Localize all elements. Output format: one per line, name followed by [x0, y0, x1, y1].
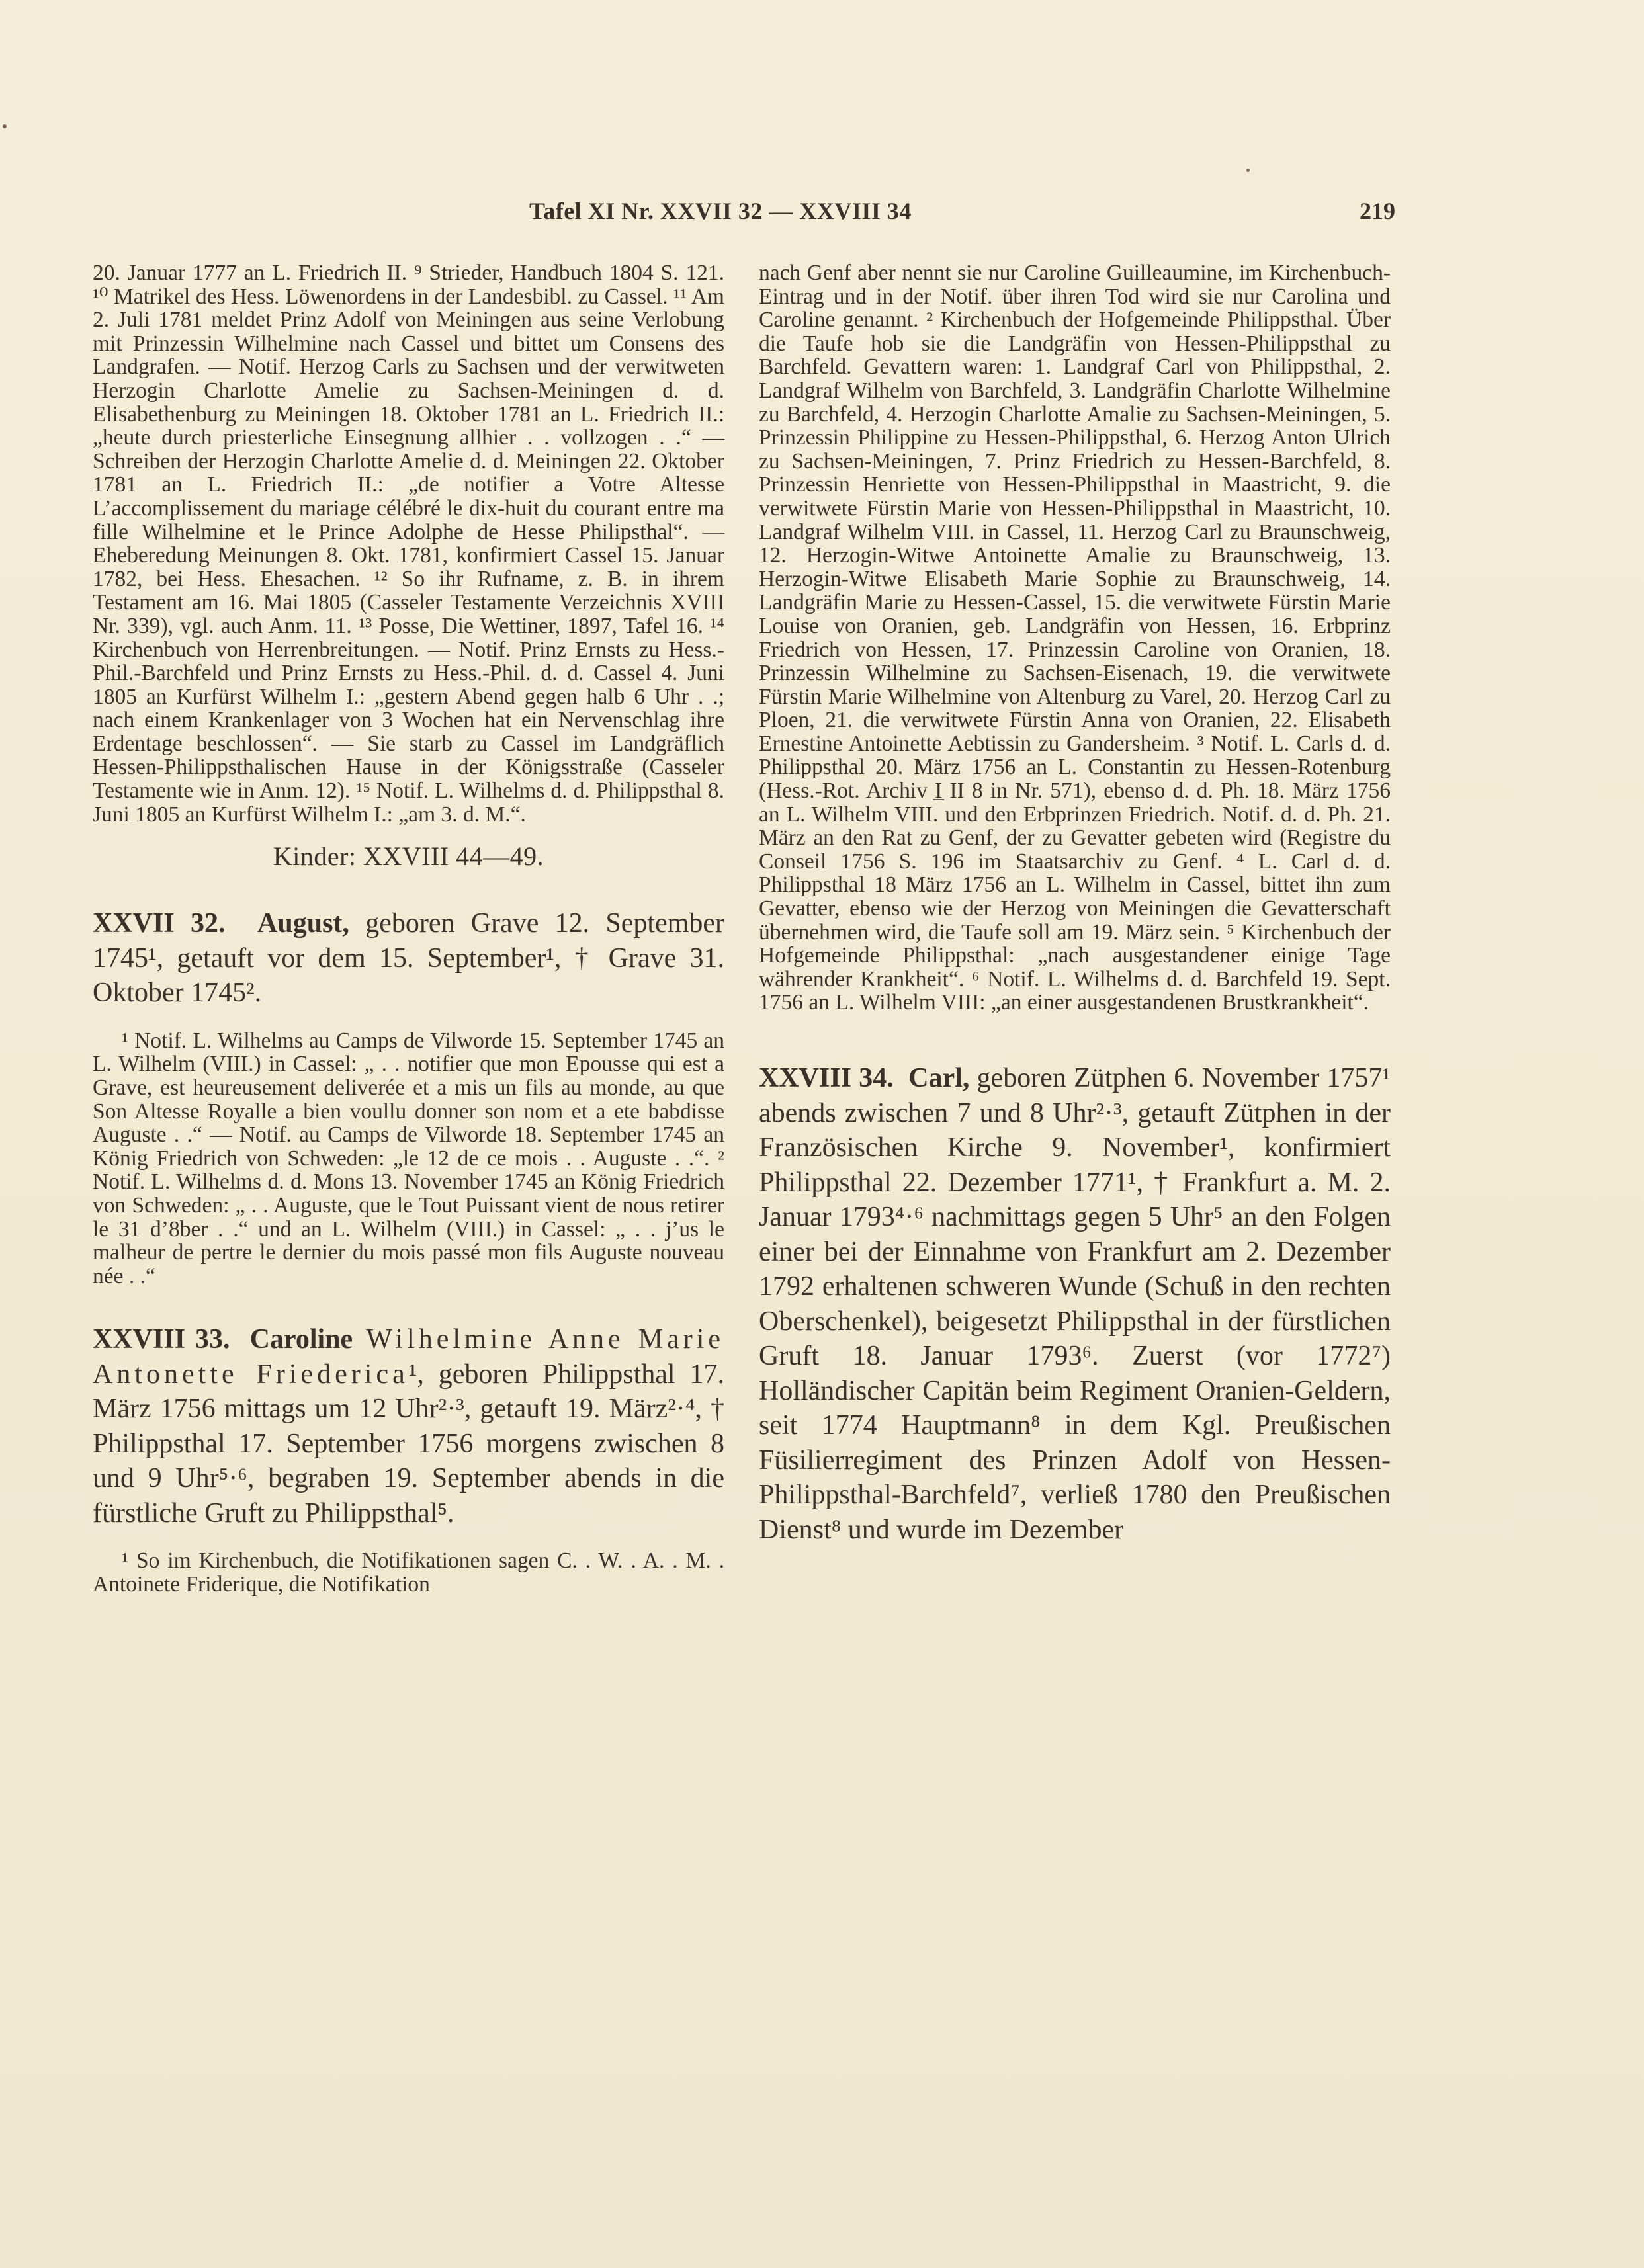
right-column — [759, 261, 1391, 1547]
entry-spaced-name: Wilhelmine Anne Marie Antonette Friederica — [93, 1324, 725, 1390]
entry-name: Caroline — [249, 1324, 353, 1355]
entry-text: geboren Zütphen 6. November 1757¹ abends zwischen 7 und 8 Uhr²·³, getauft Zütphen in der Französischen Kirche 9. November¹, konfirmiert Philippsthal 22. Dezember 1771¹, † Frankfurt a. M. 2. Januar 1793⁴·⁶ nachmittags gegen 5 Uhr⁵ an den Folgen einer bei der Einnahme von Frankfurt am 2. Dezember 1792 erhaltenen schweren Wunde (Schuß in den rechten Oberschenkel), beigesetzt Philippsthal in der fürstlichen Gruft 18. Januar 1793⁶. Zuerst (vor 1772⁷) Holländischer Capitän beim Regiment Oranien-Geldern, seit 1774 Hauptmann⁸ in dem Kgl. Preußischen Füsilierregiment des Prinzen Adolf von Hessen-Philippsthal-Barchfeld⁷, verließ 1780 den Preußischen Dienst⁸ und wurde im Dezember — [759, 1063, 1391, 1545]
children-reference: Kinder: XXVIII 44—49. — [273, 841, 544, 872]
entry-name: Carl, — [908, 1063, 970, 1093]
page-number: 219 — [1360, 198, 1395, 224]
left-column — [93, 261, 724, 1596]
entry-xxviii-33 — [93, 1322, 724, 1531]
entry-xxvii-32-footnotes: ¹ Notif. L. Wilhelms au Camps de Vilworde 15. September 1745 an L. Wilhelm (VIII.) in Cassel: „ . . notifier que mon Epousse qui est a Grave, est heureusement deliverée et a mis un fils au monde, au que Son Altesse Royalle a bien voullu donner son nom et a ete babdisse Auguste . .“ — Notif. au Camps de Vilworde 18. September 1745 an König Friedrich von Schweden: „le 12 de ce mois . . Auguste . .“. ² Notif. L. Wilhelms d. d. Mons 13. November 1745 an König Friedrich von Schweden: „ . . Auguste, que le Tout Puissant vient de nous retirer le 31 d’8ber . .“ und an L. Wilhelm (VIII.) in Cassel: „ . . j’us le malheur de pertre le dernier du mois passé mon fils Auguste nouveau née . .“ — [93, 1028, 724, 1288]
footnotes-continued: 20. Januar 1777 an L. Friedrich II. ⁹ Strieder, Handbuch 1804 S. 121. ¹⁰ Matrikel des Hess. Löwenordens in der Landesbibl. zu Cassel. ¹¹ Am 2. Juli 1781 meldet Prinz Adolf von Meiningen aus seine Verlobung mit Prinzessin Wilhelmine nach Cassel und bittet um Consens des Landgrafen. — Notif. Herzog Carls zu Sachsen und der verwitweten Herzogin Charlotte Amelie zu Sachsen-Meiningen d. d. Elisabethenburg zu Meiningen 18. Oktober 1781 an L. Friedrich II.: „heute durch priesterliche Einsegnung allhier . . vollzogen . .“ — Schreiben der Herzogin Charlotte Amelie d. d. Meiningen 22. Oktober 1781 an L. Friedrich II.: „de notifier a Votre Altesse L’accomplissement du mariage célébré le dix-huit du courant entre ma fille Wilhelmine et le Prince Adolphe de Hesse Philipsthal“. — Eheberedung Meinungen 8. Okt. 1781, konfirmiert Cassel 15. Januar 1782, bei Hess. Ehesachen. ¹² So ihr Rufname, z. B. in ihrem Testament am 16. Mai 1805 (Casseler Testamente Verzeichnis XVIII Nr. 339), vgl. auch Anm. 11. ¹³ Posse, Die Wettiner, 1897, Tafel 16. ¹⁴ Kirchenbuch von Herrenbreitungen. — Notif. Prinz Ernsts zu Hess.-Phil.-Barchfeld und Prinz Ernsts zu Hess.-Phil. d. d. Cassel 4. Juni 1805 an Kurfürst Wilhelm I.: „gestern Abend gegen halb 6 Uhr . .; nach einem Krankenlager von 3 Wochen hat ein Nervenschlag ihre Erdentage beschlossen“. — Sie starb zu Cassel im Landgräflich Hessen-Philippsthalischen Hause in der Königsstraße (Casseler Testamente wie in Anm. 12). ¹⁵ Notif. L. Wilhelms d. d. Philippsthal 8. Juni 1805 an Kurfürst Wilhelm I.: „am 3. d. M.“. — [93, 261, 724, 827]
entry-text: geboren Grave 12. September 1745¹, getauft vor dem 15. September¹, † Grave 31. Oktober 1745². — [93, 908, 725, 1009]
entry-xxvii-32 — [93, 906, 724, 1011]
entry-text: ¹, geboren Philippsthal 17. März 1756 mittags um 12 Uhr²·³, getauft 19. März²·⁴, † Philippsthal 17. September 1756 morgens zwischen 8 und 9 Uhr⁵·⁶, begraben 19. September abends in die fürstliche Gruft zu Philippsthal⁵. — [93, 1359, 724, 1529]
entry-xxviii-34 — [759, 1061, 1391, 1547]
entry-number: XXVIII 34. — [759, 1063, 894, 1093]
entry-name: August, — [257, 908, 349, 939]
scan-speck — [1246, 169, 1250, 172]
entry-xxviii-33-footnotes: ¹ So im Kirchenbuch, die Notifikationen sagen C. . W. . A. . M. . Antoinete Friderique, die Notifikation — [93, 1548, 724, 1597]
entry-number: XXVIII 33. — [93, 1324, 230, 1355]
entry-number: XXVII 32. — [93, 908, 226, 939]
footnotes-continued: nach Genf aber nennt sie nur Caroline Guilleaumine, im Kirchenbuch-Eintrag und in der Notif. über ihren Tod wird sie nur Carolina und Caroline genannt. ² Kirchenbuch der Hofgemeinde Philippsthal. Über die Taufe hob sie die Landgräfin von Hessen-Philippsthal zu Barchfeld. Gevattern waren: 1. Landgraf Carl von Philippsthal, 2. Landgraf Wilhelm von Barchfeld, 3. Landgräfin Charlotte Wilhelmine zu Barchfeld, 4. Herzogin Charlotte Amalie zu Sachsen-Meiningen, 5. Prinzessin Philippine zu Hessen-Philippsthal, 6. Herzog Anton Ulrich zu Sachsen-Meiningen, 7. Prinz Friedrich zu Hessen-Barchfeld, 8. Prinzessin Henriette von Hessen-Philippsthal in Maastricht, 9. die verwitwete Fürstin Marie von Hessen-Philippsthal in Maastricht, 10. Landgraf Wilhelm VIII. in Cassel, 11. Herzog Carl zu Braunschweig, 12. Herzogin-Witwe Antoinette Amalie zu Braunschweig, 13. Herzogin-Witwe Elisabeth Marie Sophie zu Braunschweig, 14. Landgräfin Marie zu Hessen-Cassel, 15. die verwitwete Fürstin Marie Louise von Oranien, geb. Landgräfin von Hessen, 16. Erbprinz Friedrich von Hessen, 17. Prinzessin Caroline von Oranien, 18. Prinzessin Wilhelmine zu Sachsen-Eisenach, 19. die verwitwete Fürstin Marie Wilhelmine von Altenburg zu Varel, 20. Herzog Carl zu Ploen, 21. die verwitwete Fürstin Anna von Oranien, 22. Elisabeth Ernestine Antoinette Aebtissin zu Gandersheim. ³ Notif. L. Carls d. d. Philippsthal 20. März 1756 an L. Constantin zu Hessen-Rotenburg (Hess.-Rot. Archiv I̲ II 8 in Nr. 571), ebenso d. d. Ph. 18. März 1756 an L. Wilhelm VIII. und den Erbprinzen Friedrich. Notif. d. d. Ph. 21. März an den Rat zu Genf, der zu Gevatter gebeten wird (Registre du Conseil 1756 S. 196 im Staatsarchiv zu Genf. ⁴ L. Carl d. d. Philippsthal 18 März 1756 an L. Wilhelm in Cassel, bittet ihn zum Gevatter, ebenso wie der Herzog von Meiningen die Gevatterschaft übernehmen wird, die Taufe soll am 19. März sein. ⁵ Kirchenbuch der Hofgemeinde Philippsthal: „nach ausgestandener einige Tage währender Krankheit“. ⁶ Notif. L. Wilhelms d. d. Barchfeld 19. Sept. 1756 an L. Wilhelm VIII: „an einer ausgestandenen Brustkrankheit“. — [759, 261, 1391, 1015]
scan-speck — [3, 124, 7, 128]
running-header: Tafel XI Nr. XXVII 32 — XXVIII 34 — [529, 198, 912, 224]
